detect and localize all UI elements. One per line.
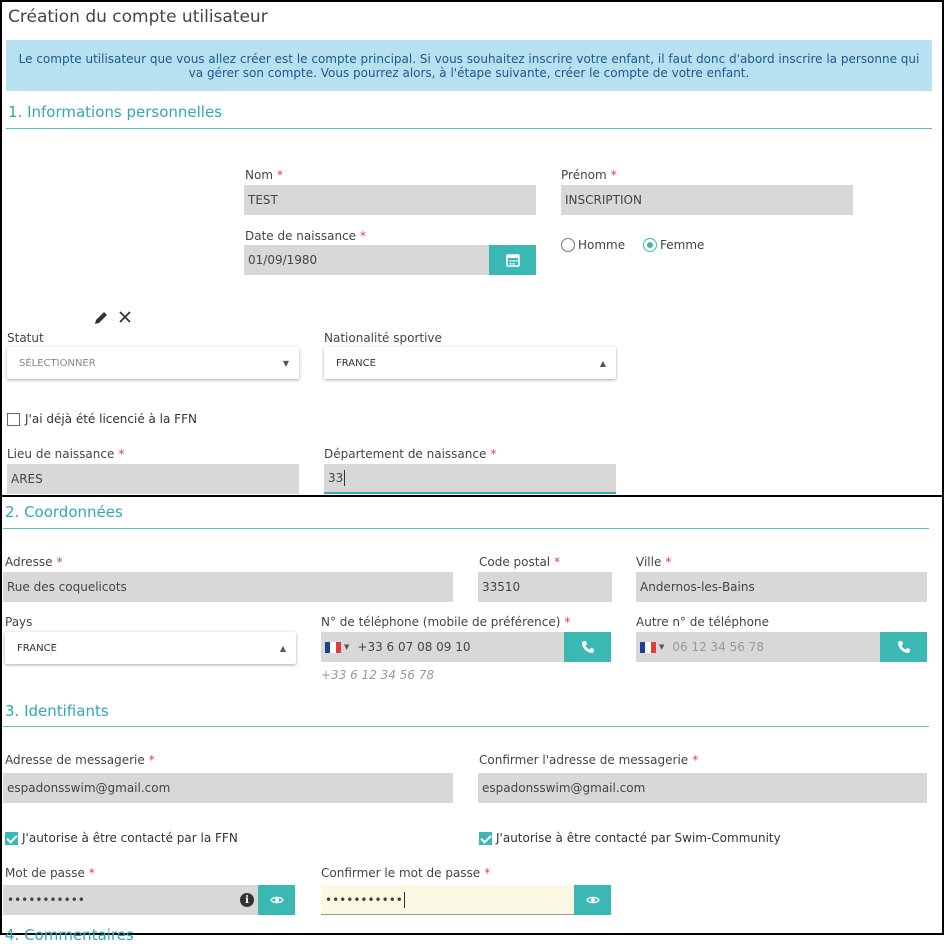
radio-femme[interactable] xyxy=(643,238,657,252)
call-button-2[interactable] xyxy=(880,632,927,662)
caret-down-icon: ▼ xyxy=(344,643,350,651)
section-next-clip xyxy=(2,926,942,944)
cp-label: Code postal * xyxy=(479,555,561,569)
france-flag-icon[interactable] xyxy=(325,642,341,653)
prenom-label: Prénom * xyxy=(561,168,617,182)
tel-label: N° de téléphone (mobile de préférence) * xyxy=(321,615,571,629)
tel2-label: Autre n° de téléphone xyxy=(636,615,769,629)
nationalite-select[interactable]: FRANCE ▲ xyxy=(324,347,616,379)
nom-field[interactable]: TEST xyxy=(244,185,536,215)
ville-field[interactable]: Andernos-les-Bains xyxy=(636,572,927,602)
section-divider xyxy=(3,726,929,727)
france-flag-icon[interactable] xyxy=(640,642,656,653)
calendar-icon xyxy=(506,253,520,267)
show-password-confirm-button[interactable] xyxy=(574,885,611,915)
adresse-field[interactable]: Rue des coquelicots xyxy=(3,572,453,602)
lieu-label: Lieu de naissance * xyxy=(7,447,125,461)
remove-photo-button[interactable] xyxy=(118,310,132,327)
call-button[interactable] xyxy=(564,632,611,662)
gender-femme[interactable]: Femme xyxy=(643,238,704,252)
cp-field[interactable]: 33510 xyxy=(478,572,612,602)
section-divider xyxy=(6,128,932,129)
pays-label: Pays xyxy=(5,615,33,629)
caret-down-icon: ▼ xyxy=(282,359,289,368)
calendar-button[interactable] xyxy=(489,245,536,275)
edit-photo-button[interactable] xyxy=(93,310,109,329)
checkbox[interactable] xyxy=(479,832,492,845)
email-label: Adresse de messagerie * xyxy=(5,753,155,767)
radio-homme[interactable] xyxy=(561,238,575,252)
page-title: Création du compte utilisateur xyxy=(8,7,268,27)
tel2-field[interactable]: ▼ 06 12 34 56 78 xyxy=(636,632,880,662)
checkbox[interactable] xyxy=(7,413,20,426)
adresse-label: Adresse * xyxy=(5,555,63,569)
info-banner: Le compte utilisateur que vous allez créer est le compte principal. Si vous souhaitez inscrire votre enfant, il faut donc d'abord inscrire la personne qui va gérer son compte. Vous pourrez alors, à l'étape suivante, créer le compte de votre enfant. xyxy=(6,40,932,91)
section-title-personal: 1. Informations personnelles xyxy=(8,103,223,121)
email-confirm-label: Confirmer l'adresse de messagerie * xyxy=(479,753,699,767)
gender-homme[interactable]: Homme xyxy=(561,238,625,252)
departement-label: Département de naissance * xyxy=(324,447,497,461)
statut-select[interactable]: SÉLECTIONNER ▼ xyxy=(7,347,299,379)
email-confirm-field[interactable]: espadonsswim@gmail.com xyxy=(478,773,927,803)
phone-icon xyxy=(581,640,595,654)
checkbox[interactable] xyxy=(5,832,18,845)
password-field[interactable]: ••••••••••• i xyxy=(3,885,258,915)
section-title-ids: 3. Identifiants xyxy=(5,702,109,720)
text-caret xyxy=(404,892,405,908)
phone-icon xyxy=(897,640,911,654)
password-confirm-field[interactable]: ••••••••••• xyxy=(321,885,574,915)
nationalite-label: Nationalité sportive xyxy=(324,331,442,345)
info-icon[interactable]: i xyxy=(240,893,254,907)
tel-field[interactable]: ▼ +33 6 07 08 09 10 xyxy=(321,632,564,662)
consent-ffn-checkbox[interactable]: J'autorise à être contacté par la FFN xyxy=(5,831,238,845)
date-field[interactable]: 01/09/1980 xyxy=(244,245,489,275)
eye-icon xyxy=(586,895,600,905)
section-title-next: 4. Commentaires xyxy=(5,926,134,944)
pencil-icon xyxy=(93,310,109,326)
pays-select[interactable]: FRANCE ▲ xyxy=(5,632,296,664)
prenom-field[interactable]: INSCRIPTION xyxy=(561,185,853,215)
nom-label: Nom * xyxy=(245,168,284,182)
close-icon xyxy=(118,310,132,324)
caret-up-icon: ▲ xyxy=(599,359,606,368)
departement-field[interactable]: 33 xyxy=(324,464,616,494)
lieu-field[interactable]: ARES xyxy=(7,464,299,494)
password-confirm-label: Confirmer le mot de passe * xyxy=(321,866,491,880)
text-caret xyxy=(344,470,345,486)
caret-down-icon: ▼ xyxy=(659,643,665,651)
licencie-checkbox[interactable]: J'ai déjà été licencié à la FFN xyxy=(7,412,197,426)
tel-hint: +33 6 12 34 56 78 xyxy=(321,668,435,682)
eye-icon xyxy=(270,895,284,905)
statut-label: Statut xyxy=(7,331,44,345)
ville-label: Ville * xyxy=(636,555,672,569)
date-label: Date de naissance * xyxy=(245,229,367,243)
section-title-contact: 2. Coordonnées xyxy=(5,503,123,521)
caret-up-icon: ▲ xyxy=(279,644,286,653)
consent-swim-checkbox[interactable]: J'autorise à être contacté par Swim-Community xyxy=(479,831,781,845)
email-field[interactable]: espadonsswim@gmail.com xyxy=(3,773,453,803)
show-password-button[interactable] xyxy=(258,885,295,915)
section-divider xyxy=(3,528,929,529)
password-label: Mot de passe * xyxy=(5,866,95,880)
